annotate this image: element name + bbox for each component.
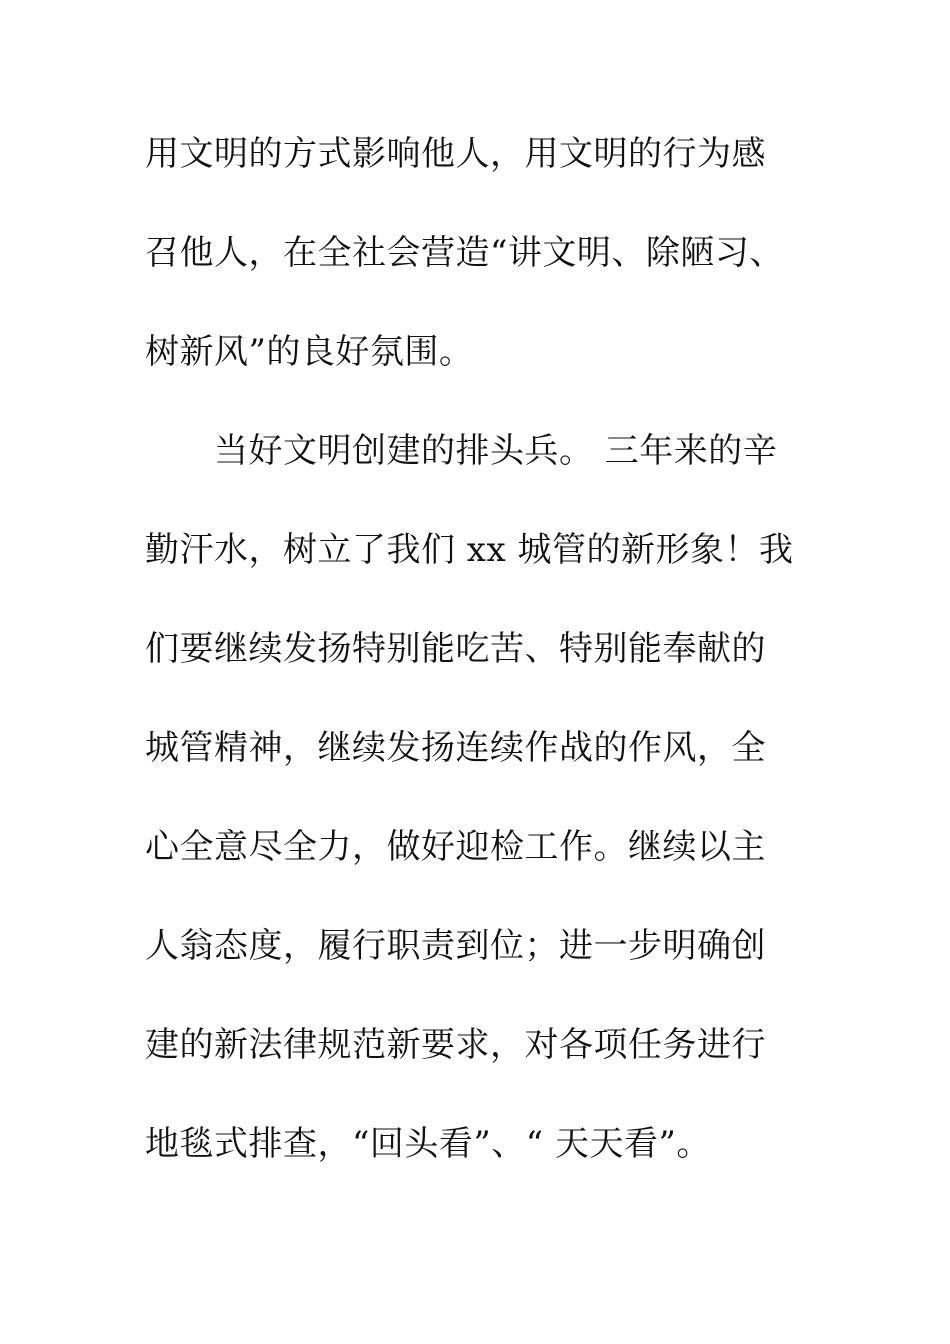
text-line: 们要继续发扬特别能吃苦、特别能奉献的 xyxy=(145,629,766,669)
text-line: 勤汗水，树立了我们 xx 城管的新形象！我 xyxy=(145,530,794,570)
text-line: 心全意尽全力，做好迎检工作。继续以主 xyxy=(145,827,766,867)
text-line: 召他人，在全社会营造“讲文明、除陋习、 xyxy=(145,233,784,273)
text-line: 地毯式排查，“回头看”、“ 天天看”。 xyxy=(145,1124,711,1164)
text-line: 城管精神，继续发扬连续作战的作风，全 xyxy=(145,728,766,768)
text-line: 用文明的方式影响他人，用文明的行为感 xyxy=(145,134,766,174)
text-line: 建的新法律规范新要求，对各项任务进行 xyxy=(145,1025,766,1065)
paragraph-first-line: 当好文明创建的排头兵。 三年来的辛 xyxy=(214,431,778,471)
text-line: 人翁态度，履行职责到位；进一步明确创 xyxy=(145,926,766,966)
text-line: 树新风”的良好氛围。 xyxy=(145,332,474,372)
